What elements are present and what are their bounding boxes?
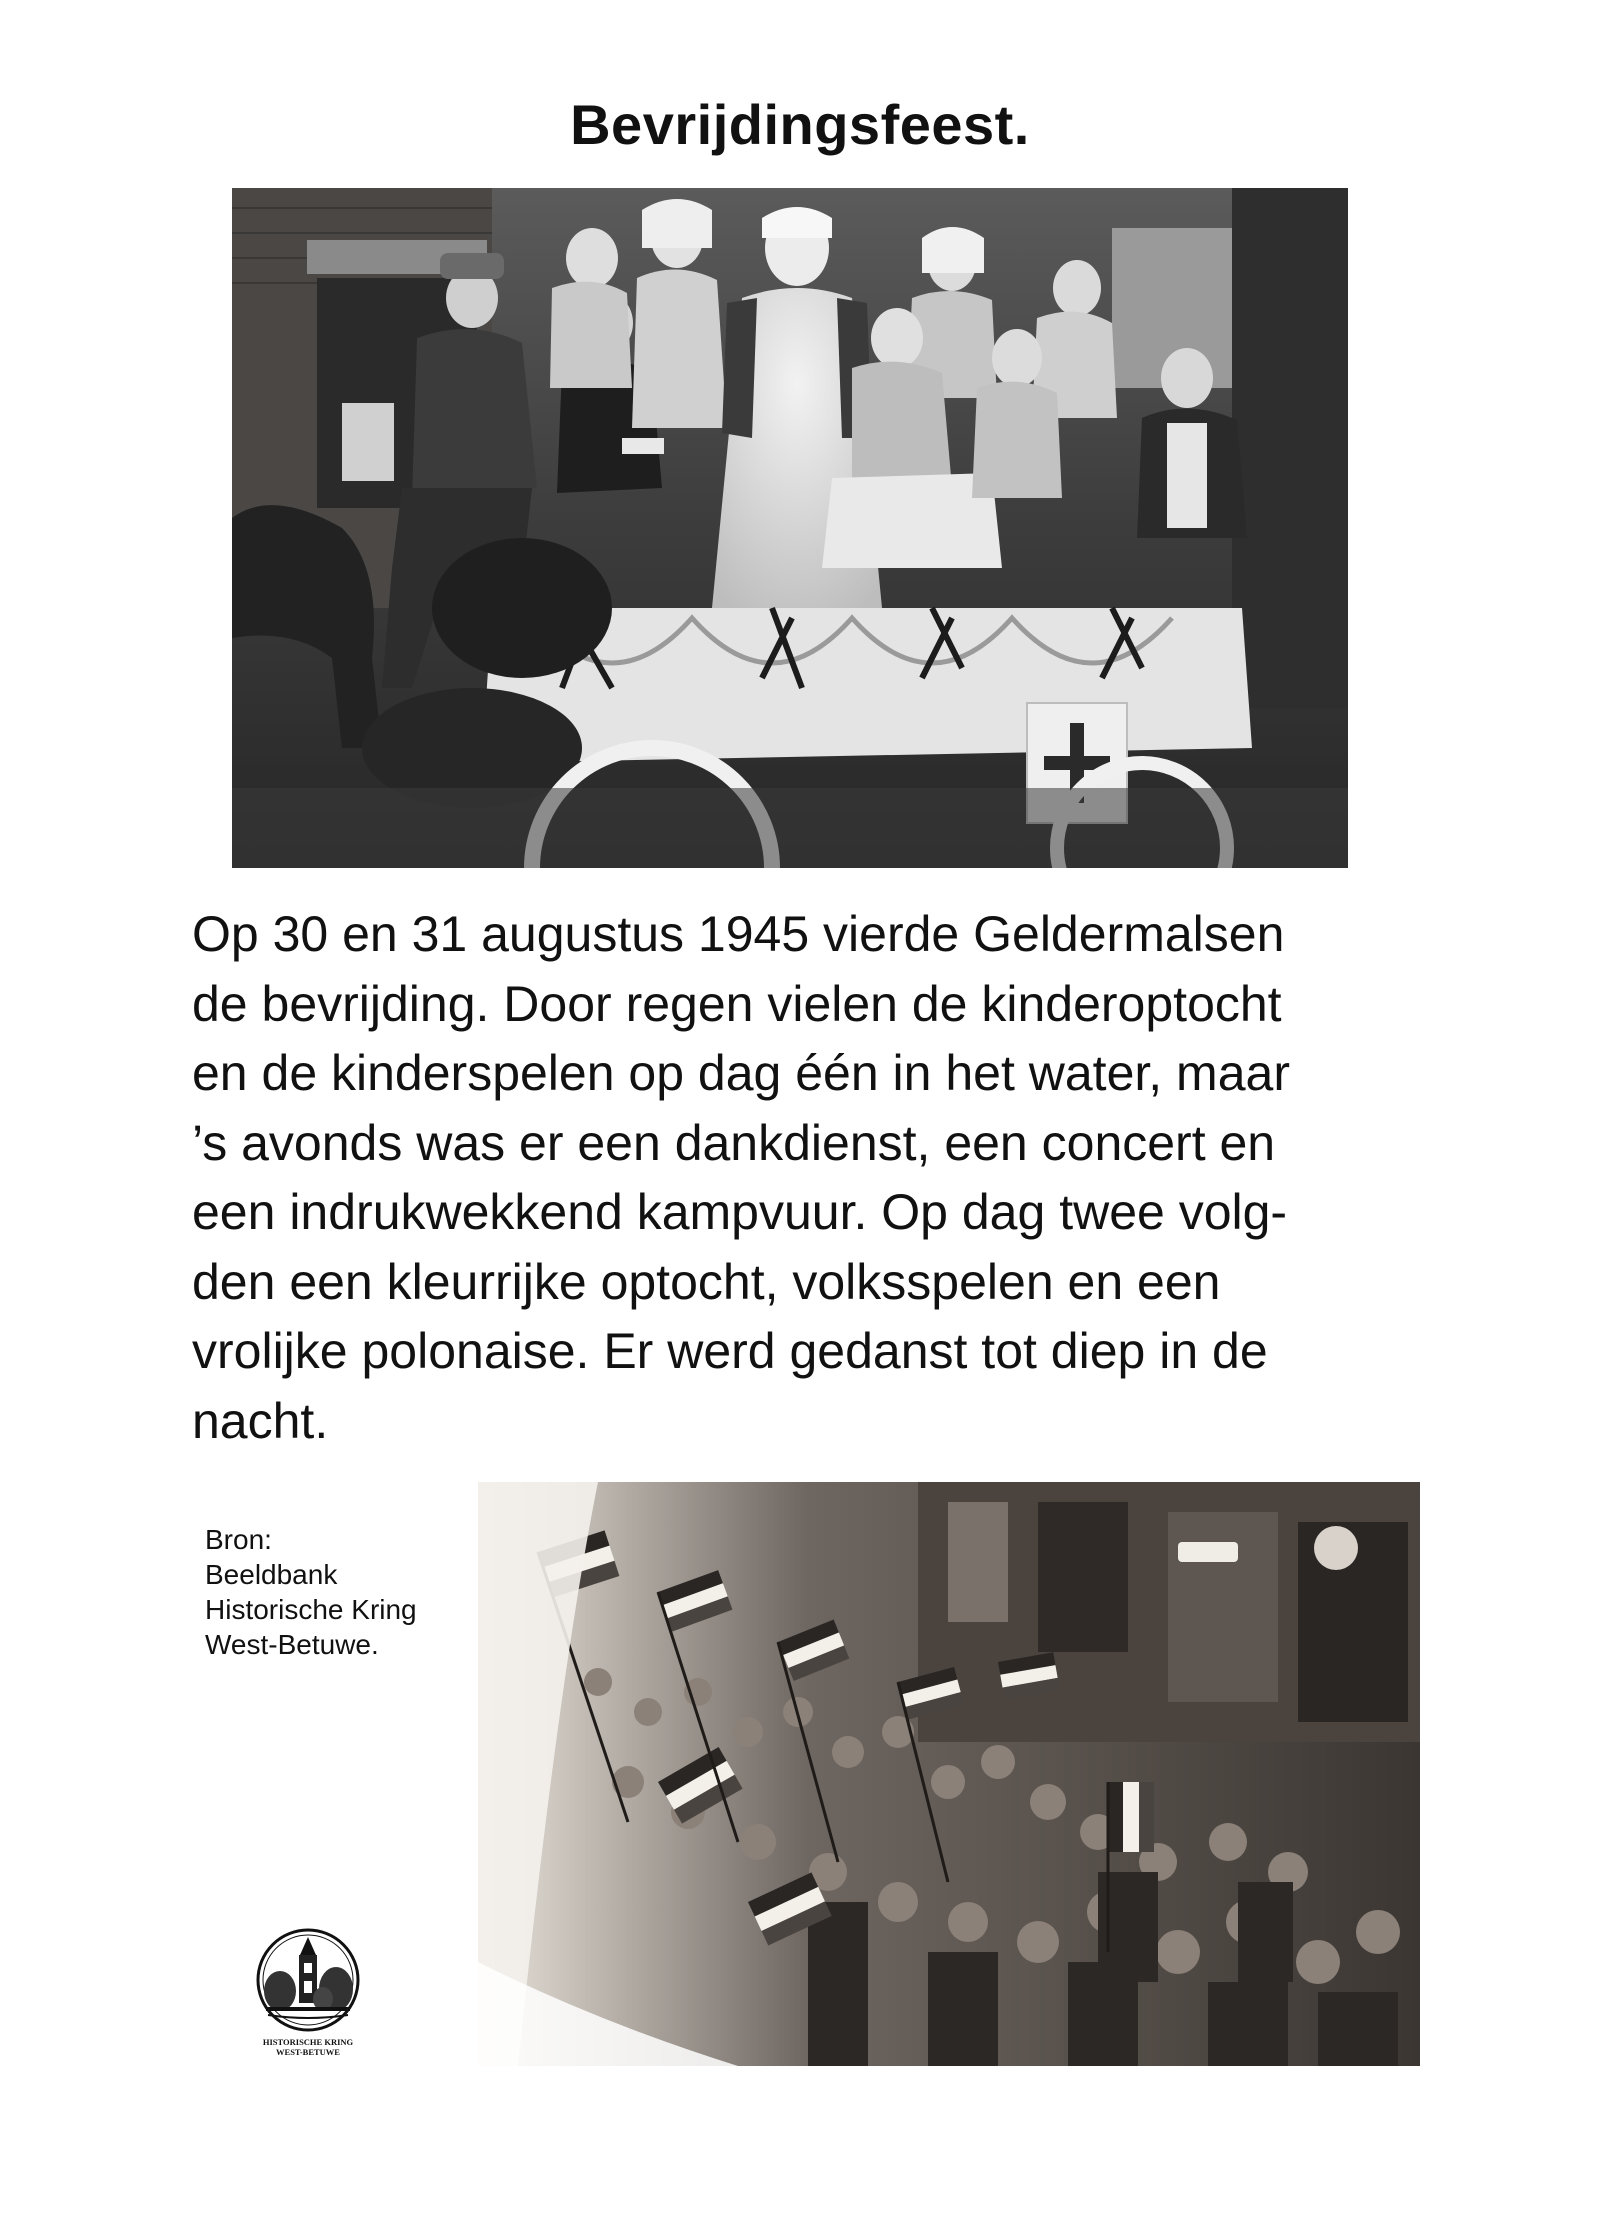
source-line: Historische Kring [205,1594,417,1625]
logo-label-line2: WEST-BETUWE [276,2047,340,2057]
source-credit [205,1522,465,1662]
source-line: Beeldbank [205,1559,338,1590]
source-line: Bron: [205,1524,272,1555]
body-line: een indrukwekkend kampvuur. Op dag twee volg- [192,1184,1288,1240]
historische-kring-logo [248,1925,368,2065]
body-line: vrolijke polonaise. Er werd gedanst tot diep in de [192,1323,1268,1379]
carriage-with-nurses-photo [232,188,1348,868]
body-line: nacht. [192,1392,329,1449]
body-line: en de kinderspelen op dag één in het water, maar [192,1045,1290,1101]
body-line: Op 30 en 31 augustus 1945 vierde Geldermalsen [192,906,1285,962]
body-line: ’s avonds was er een dankdienst, een concert en [192,1114,1276,1171]
logo-label-line1: HISTORISCHE KRING [262,2037,354,2047]
page-title: Bevrijdingsfeest. [570,93,1030,156]
parade-with-flags-photo [478,1482,1420,2066]
body-line: den een kleurrijke optocht, volksspelen en een [192,1253,1221,1310]
body-paragraph [192,900,1422,1456]
body-line: de bevrijding. Door regen vielen de kinderoptocht [192,975,1282,1032]
tower-emblem-icon [248,1925,368,2035]
source-line: West-Betuwe. [205,1629,379,1660]
